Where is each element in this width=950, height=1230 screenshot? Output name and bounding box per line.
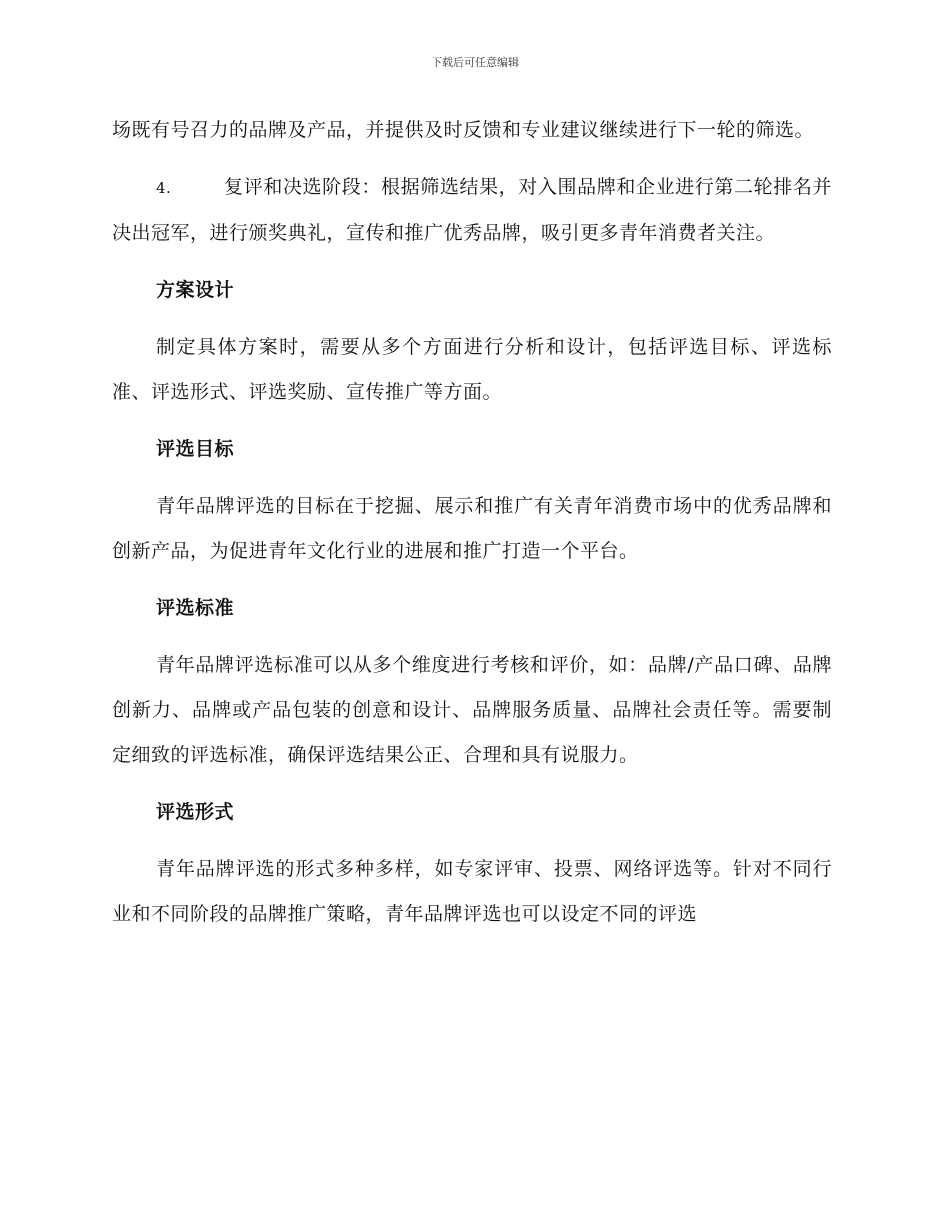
page-header-note: 下载后可任意编辑 bbox=[431, 56, 519, 69]
paragraph-continuation: 场既有号召力的品牌及产品，并提供及时反馈和专业建议继续进行下一轮的筛选。 bbox=[112, 119, 815, 141]
paragraph-plan-design: 制定具体方案时，需要从多个方面进行分析和设计，包括评选目标、评选标准、评选形式、评选奖励、宣传推广等方面。 bbox=[112, 336, 832, 403]
paragraph-standard: 青年品牌评选标准可以从多个维度进行考核和评价，如：品牌/产品口碑、品牌创新力、品牌或产品包装的创意和设计、品牌服务质量、品牌社会责任等。需要制定细致的评选标准，确保评选结果公正、合理和具有说服力。 bbox=[112, 654, 832, 766]
section-heading-standard: 评选标准 bbox=[156, 597, 235, 619]
paragraph-goal: 青年品牌评选的目标在于挖掘、展示和推广有关青年消费市场中的优秀品牌和创新产品，为促进青年文化行业的进展和推广打造一个平台。 bbox=[112, 495, 832, 562]
section-heading-goal: 评选目标 bbox=[156, 438, 235, 460]
list-item-4 bbox=[112, 165, 832, 256]
section-heading-plan-design: 方案设计 bbox=[156, 279, 235, 301]
section-heading-form: 评选形式 bbox=[156, 801, 235, 823]
list-item-text: 复评和决选阶段：根据筛选结果，对入围品牌和企业进行第二轮排名并决出冠军，进行颁奖典礼，宣传和推广优秀品牌，吸引更多青年消费者关注。 bbox=[112, 176, 832, 244]
paragraph-form: 青年品牌评选的形式多种多样，如专家评审、投票、网络评选等。针对不同行业和不同阶段的品牌推广策略，青年品牌评选也可以设定不同的评选 bbox=[112, 858, 832, 925]
document-body bbox=[112, 108, 832, 949]
list-item-number: 4. bbox=[156, 179, 172, 197]
